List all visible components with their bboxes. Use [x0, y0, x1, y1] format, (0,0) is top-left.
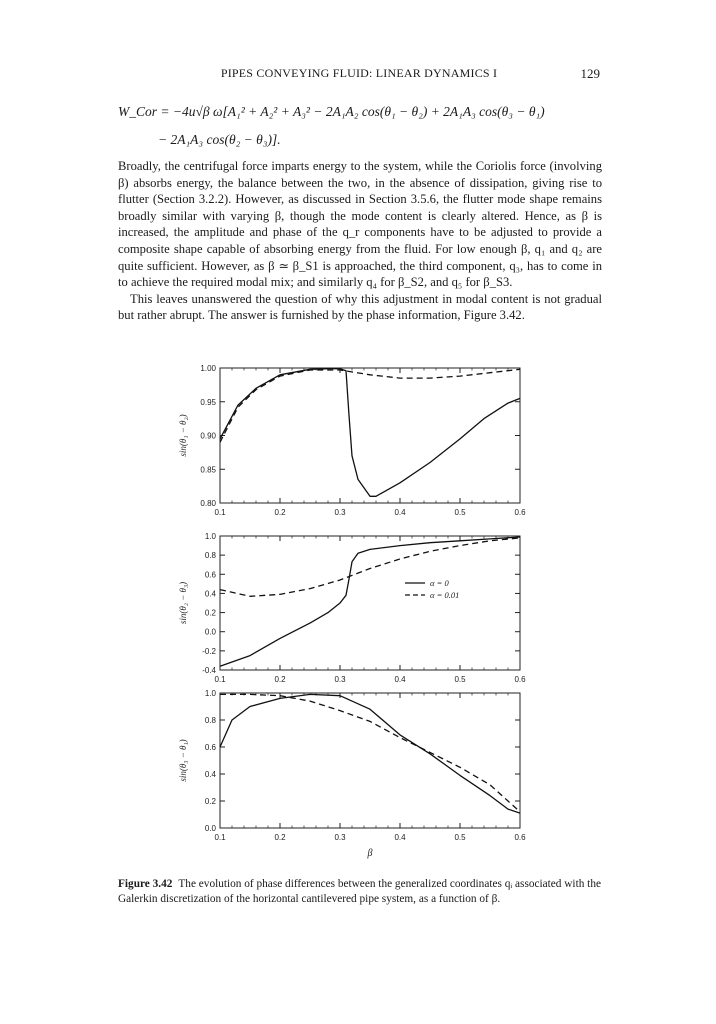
body-text — [118, 158, 602, 324]
panel-3-xtick-label: 0.2 — [274, 833, 286, 842]
page-number: 129 — [580, 66, 600, 81]
panel-3-xtick-label: 0.6 — [514, 833, 526, 842]
panel-1-ytick-label: 0.90 — [200, 431, 216, 441]
panel-2-ytick-label: 0.4 — [204, 589, 216, 599]
panel-3-ytick-label: 1.0 — [204, 689, 216, 698]
panel-2-frame — [220, 536, 520, 670]
caption-text: The evolution of phase differences between the generalized coordinates qᵢ associated with the Galerkin discretization of the horizontal cantilevered pipe system, as a function of β. — [118, 878, 601, 905]
panel-2-ytick-label: 0.8 — [204, 551, 216, 561]
panel-2-ytick-label: -0.4 — [202, 666, 216, 675]
panel-3-ytick-label: 0.2 — [204, 797, 216, 806]
equation-line-2: − 2A₁A₃ cos(θ₂ − θ₃)]. — [158, 132, 281, 147]
caption-label: Figure 3.42 — [118, 878, 173, 890]
panel-3-ytick-label: 0.6 — [204, 743, 216, 752]
panel-3-ytick-label: 0.8 — [204, 716, 216, 725]
panel-1-series-alpha-0 — [220, 369, 520, 497]
figure-caption — [118, 877, 602, 907]
panel-2-series-alpha-0 — [220, 537, 520, 666]
equation-line-1: W_Cor = −4u√β ω[A₁² + A₂² + A₃² − 2A₁A₂ cos(θ₁ − θ₂) + 2A₁A₃ cos(θ₃ − θ₁) — [118, 104, 545, 119]
panel-2-ytick-label: 0.0 — [204, 627, 216, 637]
panel-2-xtick-label: 0.1 — [214, 675, 226, 684]
panel-3-ylabel: sin(θ₃ − θ₁) — [178, 739, 188, 782]
panel-1-ylabel: sin(θ₁ − θ₂) — [178, 414, 188, 457]
panel-3-xtick-label: 0.4 — [394, 833, 406, 842]
panel-1-ytick-label: 0.85 — [200, 465, 216, 475]
panel-1-xtick-label: 0.3 — [334, 508, 346, 517]
panel-2-xtick-label: 0.4 — [394, 675, 406, 684]
panel-3-ytick-label: 0.4 — [204, 770, 216, 779]
panel-2-series-alpha-0-01 — [220, 538, 520, 596]
panel-3-xtick-label: 0.1 — [214, 833, 226, 842]
phase-difference-plots — [170, 358, 540, 868]
paragraph-1: Broadly, the centrifugal force imparts energy to the system, while the Coriolis force (involving β) absorbs energy, the balance between the two, in the absence of dissipation, giving rise to flutter (Section 3.2.2). However, as discussed in Section 3.5.6, the flutter mode shape remains broadly similar with varying β, though the mode content is clearly altered. Hence, as β is increased, the amplitude and phase of the q_r components have to be adjusted to provide a composite shape capable of absorbing energy from the fluid. For low enough β, q₁ and q₂ are quite sufficient. However, as β ≃ β_S1 is approached, the third component, q₃, has to come in to achieve the required modal mix; and similarly q₄ for β_S2, and q₅ for β_S3. — [118, 159, 602, 290]
panel-3-series-alpha-0-01 — [220, 694, 520, 811]
panel-3-xlabel: β — [367, 848, 373, 859]
panel-1-ytick-label: 1.00 — [200, 364, 216, 373]
paragraph-2: This leaves unanswered the question of why this adjustment in modal content is not gradual but rather abrupt. The answer is furnished by the phase information, Figure 3.42. — [118, 291, 602, 323]
panel-2-ylabel: sin(θ₂ − θ₃) — [178, 581, 188, 625]
panel-2-ytick-label: 1.0 — [204, 532, 216, 541]
panel-2-ytick-label: -0.2 — [202, 646, 216, 656]
panel-1-xtick-label: 0.1 — [214, 508, 226, 517]
panel-2-legend-alpha-0: α = 0 — [430, 578, 449, 588]
panel-1-xtick-label: 0.4 — [394, 508, 406, 517]
panel-1-xtick-label: 0.6 — [514, 508, 526, 517]
figure-3-42 — [170, 358, 540, 868]
panel-1-ytick-label: 0.80 — [200, 499, 216, 508]
panel-1-xtick-label: 0.5 — [454, 508, 466, 517]
panel-2-ytick-label: 0.2 — [204, 608, 216, 618]
panel-3-frame — [220, 693, 520, 828]
panel-1-series-alpha-0-01 — [220, 369, 520, 442]
running-title: PIPES CONVEYING FLUID: LINEAR DYNAMICS I — [220, 66, 498, 80]
panel-1-frame — [220, 368, 520, 503]
panel-1-ytick-label: 0.95 — [200, 397, 216, 407]
panel-3-xtick-label: 0.5 — [454, 833, 466, 842]
panel-2-ytick-label: 0.6 — [204, 570, 216, 580]
panel-3-series-alpha-0 — [220, 694, 520, 813]
panel-2-legend-alpha-0-01: α = 0.01 — [430, 590, 460, 600]
panel-2-xtick-label: 0.5 — [454, 675, 466, 684]
panel-2-xtick-label: 0.6 — [514, 675, 526, 684]
running-header — [118, 66, 600, 84]
panel-3-xtick-label: 0.3 — [334, 833, 346, 842]
panel-1-xtick-label: 0.2 — [274, 508, 286, 517]
panel-2-xtick-label: 0.2 — [274, 675, 286, 684]
panel-3-ytick-label: 0.0 — [204, 824, 216, 833]
panel-2-xtick-label: 0.3 — [334, 675, 346, 684]
